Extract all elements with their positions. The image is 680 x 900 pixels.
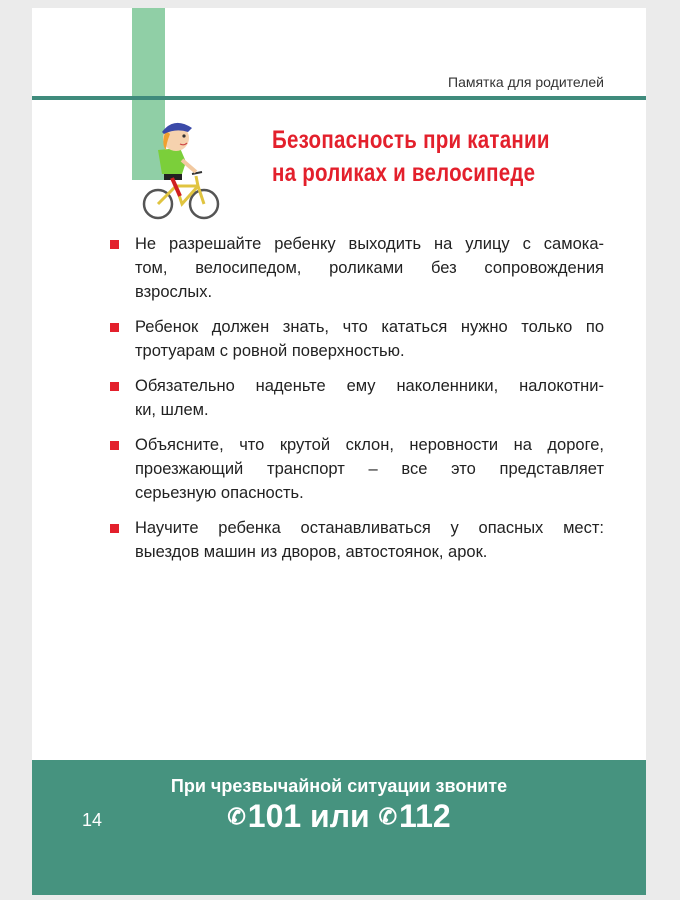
item-line: взрослых. bbox=[135, 283, 213, 301]
bullet-square-icon bbox=[110, 524, 119, 533]
emergency-caption: При чрезвычайной ситуации звоните bbox=[170, 776, 508, 796]
phone-handset-icon: ✆ bbox=[378, 804, 398, 829]
list-item bbox=[102, 433, 604, 505]
page-number: 14 bbox=[82, 810, 103, 830]
list-item bbox=[102, 315, 604, 363]
emergency-numbers bbox=[32, 798, 646, 835]
item-line: тротуарам с ровной поверхностью. bbox=[135, 342, 405, 360]
header-rule bbox=[32, 96, 646, 100]
phone-handset-icon: ✆ bbox=[227, 804, 246, 829]
list-item bbox=[102, 516, 604, 564]
bullet-square-icon bbox=[110, 240, 119, 249]
item-line: Объясните, что крутой склон, неровности на дороге, bbox=[135, 436, 604, 454]
emergency-number-1: 101 bbox=[247, 798, 302, 834]
running-title: Памятка для родителей bbox=[448, 74, 604, 90]
item-line: Не разрешайте ребенку выходить на улицу с самока- bbox=[135, 235, 604, 253]
emergency-footer bbox=[32, 760, 646, 895]
list-item bbox=[102, 232, 604, 304]
page bbox=[32, 8, 646, 895]
item-line: серьезную опасность. bbox=[135, 484, 304, 502]
title-line-1: Безопасность при катании bbox=[272, 126, 550, 154]
bullet-square-icon bbox=[110, 441, 119, 450]
bullet-square-icon bbox=[110, 323, 119, 332]
item-line: Научите ребенка останавливаться у опасных мест: bbox=[135, 519, 604, 537]
safety-tips-list bbox=[102, 232, 604, 575]
item-line: выездов машин из дворов, автостоянок, арок. bbox=[135, 543, 488, 561]
item-line: Обязательно наденьте ему наколенники, налокотни- bbox=[135, 377, 604, 395]
connector-text: или bbox=[310, 798, 370, 834]
list-item bbox=[102, 374, 604, 422]
item-line: Ребенок должен знать, что кататься нужно только по bbox=[135, 318, 604, 336]
page-title bbox=[272, 124, 550, 190]
bullet-square-icon bbox=[110, 382, 119, 391]
item-line: том, велосипедом, роликами без сопровождения bbox=[135, 259, 604, 277]
item-line: проезжающий транспорт – все это представляет bbox=[135, 460, 604, 478]
title-line-2: на роликах и велосипеде bbox=[272, 159, 536, 187]
child-on-bicycle-illustration bbox=[136, 116, 226, 226]
emergency-number-2: 112 bbox=[399, 798, 451, 834]
item-line: ки, шлем. bbox=[135, 401, 209, 419]
